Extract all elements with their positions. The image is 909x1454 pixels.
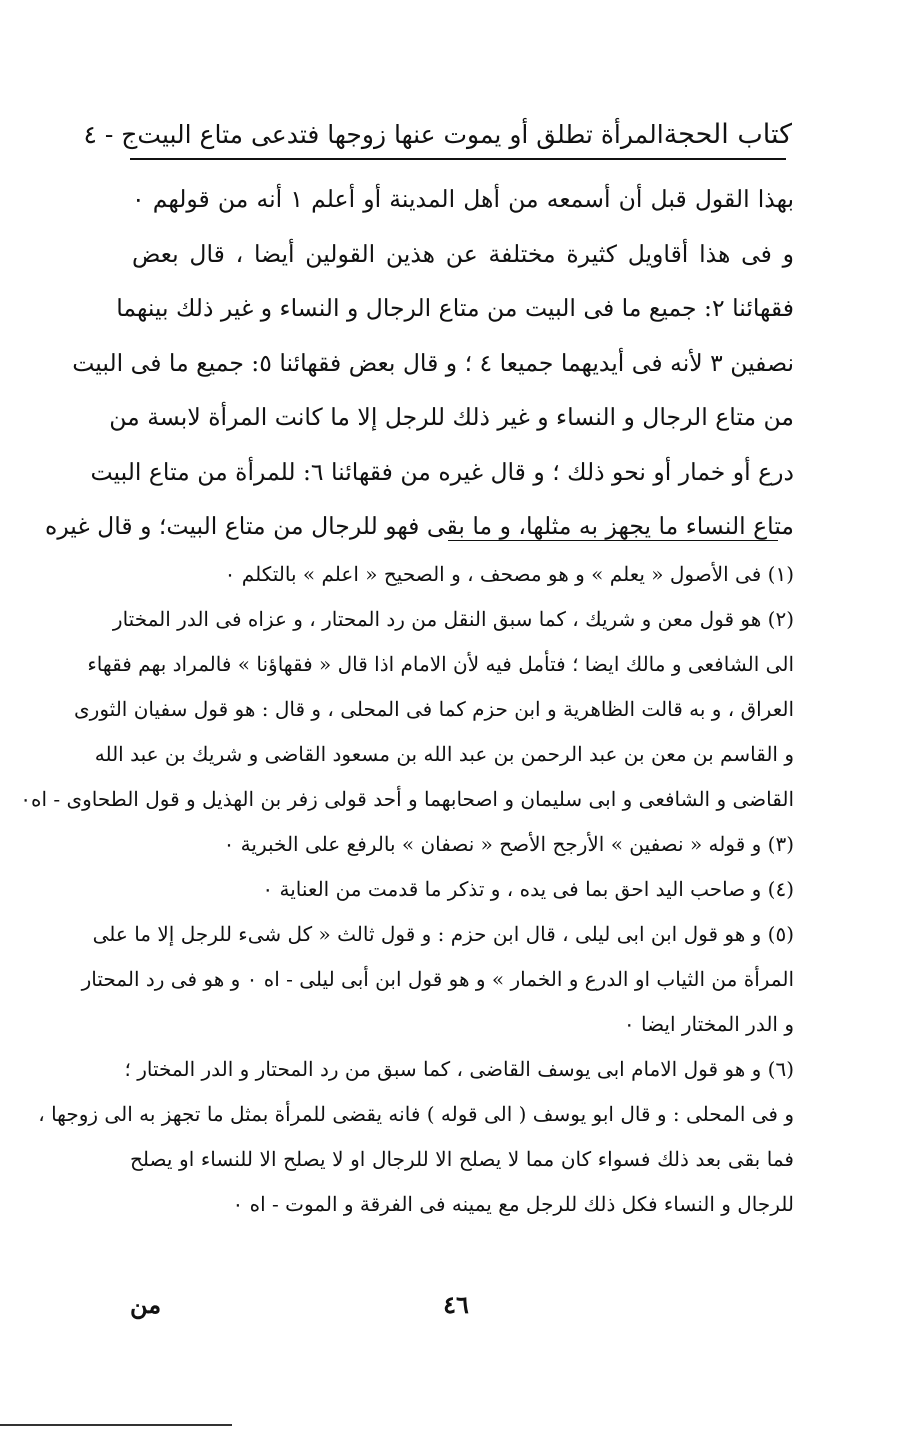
footnote-2 [20,597,794,822]
footnote-separator [448,540,778,541]
footnote-line: (٥) و هو قول ابن ابى ليلى ، قال ابن حزم : و قول ثالث « كل شىء للرجل إلا ما على [92,922,794,946]
footnote-line: (٦) و هو قول الامام ابى يوسف القاضى ، كما سبق من رد المحتار و الدر المختار ؛ [124,1057,794,1081]
volume-number: ج - ٤ [83,119,138,149]
footnote-1 [130,552,794,597]
footnote-5 [81,912,794,1047]
footnote-line: المرأة من الثياب او الدرع و الخمار » و هو قول ابن أبى ليلى - اه ٠ و هو فى رد المحتار [81,967,794,991]
header-rule [130,158,786,160]
text-line: بهذا القول قبل أن أسمعه من أهل المدينة أو أعلم ١ أنه من قولهم ٠ [132,185,794,213]
footnote-line: الى الشافعى و مالك ايضا ؛ فتأمل فيه لأن الامام اذا قال « فقهاؤنا » فالمراد بهم فقهاء [87,652,794,676]
scan-edge-line [0,1424,232,1426]
footnote-line: العراق ، و به قالت الظاهرية و ابن حزم كما فى المحلى ، و قال : هو قول سفيان الثورى [74,697,794,721]
text-line: فقهائنا ٢: جميع ما فى البيت من متاع الرجال و النساء و غير ذلك بينهما [116,294,794,322]
footnote-line: (٣) و قوله « نصفين » الأرجح الأصح « نصفان » بالرفع على الخبرية ٠ [223,832,794,856]
text-line: درع أو خمار أو نحو ذلك ؛ و قال غيره من فقهائنا ٦: للمرأة من متاع البيت [90,457,794,486]
footnote-line: (٢) هو قول معن و شريك ، كما سبق النقل من رد المحتار ، و عزاه فى الدر المختار [112,607,794,631]
footnote-line: و الدر المختار ايضا ٠ [623,1012,794,1036]
book-title: كتاب الحجة [663,118,792,150]
page-number: ٤٦ [443,1290,469,1319]
footnote-line: و فى المحلى : و قال ابو يوسف ( الى قوله ) فانه يقضى للمرأة بمثل ما تجهز به الى زوجها ، [38,1102,794,1126]
text-line: نصفين ٣ لأنه فى أيديهما جميعا ٤ ؛ و قال بعض فقهائنا ٥: جميع ما فى البيت [72,348,794,377]
footnote-line: (٤) و صاحب اليد احق بما فى يده ، و تذكر ما قدمت من العناية ٠ [262,877,794,901]
catchword: من [130,1290,162,1319]
text-line: و فى هذا أقاويل كثيرة مختلفة عن هذين القولين أيضا ، قال بعض [132,239,794,268]
text-line: من متاع الرجال و النساء و غير ذلك للرجل إلا ما كانت المرأة لابسة من [109,403,794,431]
text-line: متاع النساء ما يجهز به مثلها، و ما بقى فهو للرجال من متاع البيت؛ و قال غيره [45,512,794,540]
footnote-6 [38,1047,794,1227]
footnotes [20,552,794,1227]
footnote-4 [130,867,794,912]
footnote-line: للرجال و النساء فكل ذلك للرجل مع يمينه فى الفرقة و الموت - اه ٠ [232,1192,794,1216]
chapter-title: المرأة تطلق أو يموت عنها زوجها فتدعى متاع البيت [137,119,664,149]
running-header [83,112,792,156]
footnote-3 [130,822,794,867]
footnote-line: و القاسم بن معن بن عبد الرحمن بن عبد الله بن مسعود القاضى و شريك بن عبد الله [94,742,794,766]
footnote-line: القاضى و الشافعى و ابى سليمان و اصحابهما و أحد قولى زفر بن الهذيل و قول الطحاوى - اه٠ [20,787,794,811]
main-text [45,172,794,554]
footnote-line: فما بقى بعد ذلك فسواء كان مما لا يصلح الا للرجال او لا يصلح الا للنساء او يصلح [130,1147,794,1171]
footnote-line: (١) فى الأصول « يعلم » و هو مصحف ، و الصحيح « اعلم » بالتكلم ٠ [224,562,794,586]
